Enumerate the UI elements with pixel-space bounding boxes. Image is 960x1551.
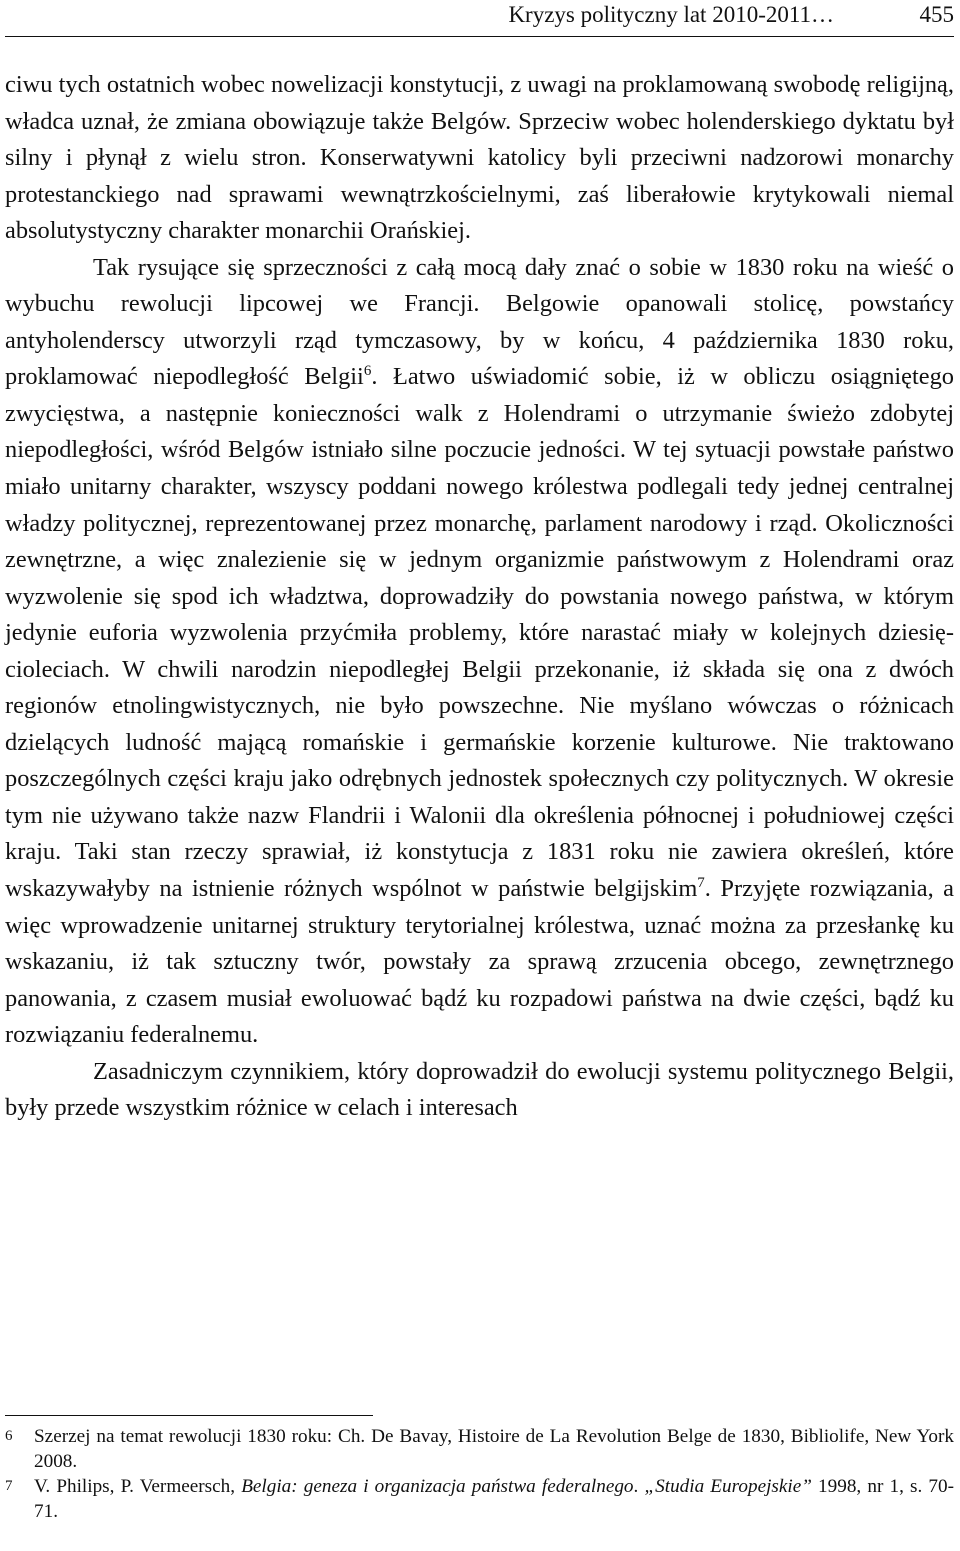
footnote-title: Belgia: geneza i organizacja państwa federalnego xyxy=(241,1476,634,1497)
running-head xyxy=(5,2,954,37)
paragraph xyxy=(5,67,954,250)
body-text xyxy=(5,67,954,1127)
footnote-text: . xyxy=(633,1476,645,1497)
footnote-number: 6 xyxy=(5,1428,13,1444)
footnotes xyxy=(5,1424,954,1524)
footnote-text: V. Philips, P. Vermeersch, xyxy=(34,1476,242,1497)
footnote xyxy=(5,1424,954,1474)
paragraph-text: Tak rysujące się sprzeczności z całą mocą dały znać o sobie w 1830 roku na wieść o wybuchu rewolucji lipcowej we Francji. Belgowie opanowali stolicę, powstańcy antyholenderscy utworzyli rząd tymczasowy, by w końcu, 4 października 1830 roku, proklamować niepodległość Belgii xyxy=(5,253,954,391)
footnote xyxy=(5,1474,954,1524)
footnote-ref[interactable]: 7 xyxy=(697,874,705,891)
paragraph xyxy=(5,250,954,1054)
footnote-separator xyxy=(5,1415,373,1416)
page-number: 455 xyxy=(919,2,954,27)
footnote-ref[interactable]: 6 xyxy=(363,363,372,380)
paragraph-text: Zasadniczym czynnikiem, który doprowadził do ewolucji systemu politycznego Belgii, były przede wszystkim różnice w celach i interesach xyxy=(5,1057,954,1122)
paragraph xyxy=(5,1054,954,1127)
paragraph-text: ciwu tych ostatnich wobec nowelizacji konstytucji, z uwagi na proklamowaną swobodę religijną, władca uznał, że zmiana obowiązuje także Belgów. Sprzeciw wobec holenderskiego dyktatu był silny i płynął z wielu stron. Konserwatywni katolicy byli przeciwni nadzorowi monarchy protestanckiego nad sprawami wewnątrzkościelnymi, zaś liberałowie krytykowali niemal absolutystyczny charakter monarchii Orańskiej. xyxy=(5,71,954,245)
paragraph-text: . Przyjęte rozwiązania, a więc wprowadzenie unitarnej struktury terytorialnej królestwa, uznać można za przesłankę ku wskazaniu, iż tak sztuczny twór, powstały za sprawą zrzucenia obcego, zewnętrznego panowania, z czasem musiał ewoluować bądź ku rozpadowi państwa na dwie części, bądź ku rozwiązaniu federalnemu. xyxy=(5,875,954,1049)
footnote-text: 1998, nr 1, s. 70-71. xyxy=(34,1476,954,1522)
footnote-number: 7 xyxy=(5,1478,13,1494)
running-head-title: Kryzys polityczny lat 2010-2011… xyxy=(508,2,834,27)
paragraph-text: . Łatwo uświadomić sobie, iż w obliczu osiągniętego zwycięstwa, a następnie konieczności walk z Holendrami o utrzymanie świeżo zdobytej niepodległości, wśród Belgów istniało silne poczucie jedności. W tej sytuacji powstałe państwo miało unitarny charakter, wszyscy poddani nowego królestwa podlegali tedy jednej centralnej władzy politycznej, reprezentowanej przez monarchę, parlament narodowy i rząd. Okoliczności zewnętrzne, a więc znalezienie się w jednym organizmie państwowym z Holendrami oraz wyzwolenie się spod ich władztwa, doprowadziły do powstania nowego państwa, w którym jedynie euforia wyzwolenia przyćmiła problemy, które narastać miały w kolejnych dziesięcioleciach. W chwili narodzin niepodległej Belgii przekonanie, iż składa się ona z dwóch regionów etnolingwistycznych, nie było powszechne. Nie myślano wówczas o różnicach dzielących ludność mającą romańskie i germańskie korzenie kulturowe. Nie traktowano poszczególnych części kraju jako odrębnych jednostek społecznych czy politycznych. W okresie tym nie używano także nazw Flandrii i Walonii dla określenia północnej i południowej części kraju. Taki stan rzeczy sprawiał, iż konstytucja z 1831 roku nie zawiera określeń, które wskazywałyby na istnienie różnych wspólnot w państwie belgijskim xyxy=(5,363,954,903)
footnote-text: Szerzej na temat rewolucji 1830 roku: Ch. De Bavay, Histoire de La Revolution Belge de 1830, Bibliolife, New York 2008. xyxy=(34,1426,954,1472)
footnote-journal: „Studia Europejskie” xyxy=(644,1476,812,1497)
